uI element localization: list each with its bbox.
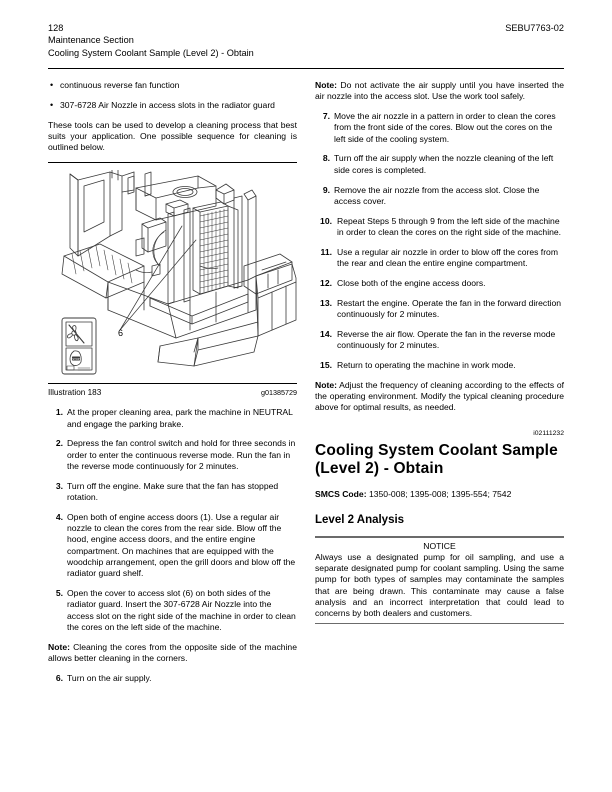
numbered-step <box>48 673 297 684</box>
step-text: At the proper cleaning area, park the machine in NEUTRAL and engage the parking brake. <box>67 407 293 429</box>
numbered-step <box>315 278 564 289</box>
exhaust-stack-group <box>128 172 151 196</box>
track-grousers <box>72 246 132 283</box>
note-block <box>315 80 564 103</box>
note-text: Adjust the frequency of cleaning according to the effects of the operating environment. Modify the typical cleaning procedure above for optimal results, as needed. <box>315 379 564 413</box>
note-block <box>48 642 297 665</box>
step-text: Open the cover to access slot (6) on both sides of the radiator guard. Insert the 307-6728 Air Nozzle into the access slot on the right side of the machine in order to clean the cores on the left side of the machine. <box>67 588 296 633</box>
notice-body: Always use a designated pump for oil sampling, and use a separate designated pump for coolant sampling. Using the same pump for both types of samples may contaminate the samples that are being drawn. This contaminate may cause a false analysis and an incorrect interpretation that could lead to concerns by both dealers and customers. <box>315 551 564 619</box>
intro-paragraph: These tools can be used to develop a cleaning process that best suits your application. One possible sequence for cleaning is outlined below. <box>48 119 297 153</box>
note-label: Note: <box>315 379 337 390</box>
topic-name: Cooling System Coolant Sample (Level 2) - Obtain <box>48 47 254 58</box>
step-text: Restart the engine. Operate the fan in the forward direction continuously for 2 minutes. <box>337 297 562 319</box>
step-text: Open both of engine access doors (1). Use a regular air nozzle to clean the cores from the rear side. Blow off the hood, engine access doors, and the entire engine compartment. On machines that are equipped with the woodchip arrangement, open the grill doors and blow off the radiator guard shelf. <box>67 511 296 579</box>
step-text: Repeat Steps 5 through 9 from the left side of the machine in order to clean the cores on the right side of the machine. <box>337 215 562 237</box>
numbered-step <box>315 247 564 270</box>
numbered-step <box>315 360 564 371</box>
step-text: Move the air nozzle in a pattern in order to clean the cores from the front side of the cores. Blow out the cores on the left side of the cooling system. <box>334 111 556 144</box>
notice-bottom-divider <box>315 623 564 624</box>
smcs-code <box>315 489 564 500</box>
machine-line-drawing <box>48 170 297 382</box>
note-text: Cleaning the cores from the opposite side of the machine allows better cleaning in the corners. <box>48 641 297 664</box>
step-text: Reverse the air flow. Operate the fan in the reverse mode continuously for 2 minutes. <box>337 328 556 351</box>
step-number: 10. <box>320 215 332 226</box>
section-title: Cooling System Coolant Sample (Level 2) - Obtain <box>315 441 558 478</box>
numbered-step <box>48 481 297 504</box>
note-label: Note: <box>315 80 337 90</box>
bullet-text: continuous reverse fan function <box>60 80 180 90</box>
smcs-value: 1350-008; 1395-008; 1395-554; 7542 <box>366 488 512 499</box>
numbered-step <box>48 512 297 580</box>
notice-box <box>315 536 564 624</box>
left-column <box>48 80 297 693</box>
numbered-step <box>315 329 564 352</box>
list-item <box>48 80 297 91</box>
page-number: 128 <box>48 23 64 33</box>
step-number: 15. <box>320 359 332 370</box>
caption-label: Illustration 183 <box>48 387 102 397</box>
step-text: Depress the fan control switch and hold for three seconds in order to enter the continuous reverse mode. Run the fan in the reverse mode continuously for 2 minutes. <box>67 438 296 471</box>
step-text: Turn on the air supply. <box>67 672 152 683</box>
step-number: 12. <box>320 277 332 288</box>
callout-leader-line <box>120 226 196 330</box>
section-name: Maintenance Section <box>48 35 134 46</box>
warning-decal <box>62 318 96 374</box>
numbered-step <box>48 588 297 633</box>
note-label: Note: <box>48 641 70 652</box>
cab-rops-group <box>70 170 134 256</box>
numbered-step <box>315 185 564 208</box>
step-text: Remove the air nozzle from the access slot. Close the access cover. <box>334 184 540 206</box>
step-text: Turn off the engine. Make sure that the fan has stopped rotation. <box>67 480 279 503</box>
subsection-title: Level 2 Analysis <box>315 514 405 527</box>
numbered-step <box>315 298 564 321</box>
blade-group <box>158 264 296 366</box>
note-block <box>315 380 564 414</box>
step-number: 14. <box>320 328 332 339</box>
lift-arm-group <box>150 294 248 324</box>
step-text: Return to operating the machine in work mode. <box>337 359 516 370</box>
radiator-core-group <box>193 202 238 294</box>
fender-group <box>244 254 292 294</box>
numbered-step <box>48 438 297 472</box>
step-text: Close both of the engine access doors. <box>337 277 486 288</box>
note-text: Do not activate the air supply until you have inserted the air nozzle into the access slot. Use the work tool safely. <box>315 80 564 102</box>
step-number: 3. <box>55 480 63 491</box>
step-number: 1. <box>55 407 63 418</box>
step-number: 11. <box>320 246 332 257</box>
illustration-bottom-divider <box>48 383 297 384</box>
document-id: SEBU7763-02 <box>505 23 564 33</box>
smcs-label: SMCS Code: <box>315 488 367 499</box>
svg-text:STOP: STOP <box>72 356 80 361</box>
step-number: 8. <box>322 153 330 164</box>
header-divider <box>48 68 564 69</box>
callout-number-6: 6 <box>118 327 124 338</box>
numbered-step <box>315 153 564 176</box>
numbered-step <box>315 111 564 145</box>
bullet-text: 307-6728 Air Nozzle in access slots in the radiator guard <box>60 99 275 110</box>
step-number: 13. <box>320 297 332 308</box>
numbered-step <box>48 407 297 430</box>
illustration-caption <box>48 387 297 398</box>
illustration-figure <box>48 170 297 398</box>
step-text: Turn off the air supply when the nozzle cleaning of the left side cores is completed. <box>334 153 554 175</box>
illustration-top-divider <box>48 162 297 163</box>
notice-title: NOTICE <box>423 540 456 551</box>
bullet-icon: • <box>50 80 54 90</box>
page-header <box>48 22 564 59</box>
step-number: 4. <box>55 511 63 522</box>
step-number: 7. <box>322 111 330 122</box>
core-mesh <box>200 209 228 292</box>
list-item <box>48 100 297 111</box>
step-text: Use a regular air nozzle in order to blow off the cores from the rear and clean the entire engine compartment. <box>337 246 558 269</box>
notice-top-divider <box>315 536 564 537</box>
step-number: 9. <box>322 184 330 195</box>
bullet-icon: • <box>50 99 54 110</box>
step-number: 6. <box>55 672 63 683</box>
step-number: 5. <box>55 588 63 599</box>
numbered-step <box>315 216 564 239</box>
hood-group <box>136 176 216 220</box>
right-column <box>315 80 564 624</box>
reference-number: i02111232 <box>533 429 564 437</box>
step-number: 2. <box>55 438 63 449</box>
illustration-image-id: g01385729 <box>261 387 297 397</box>
